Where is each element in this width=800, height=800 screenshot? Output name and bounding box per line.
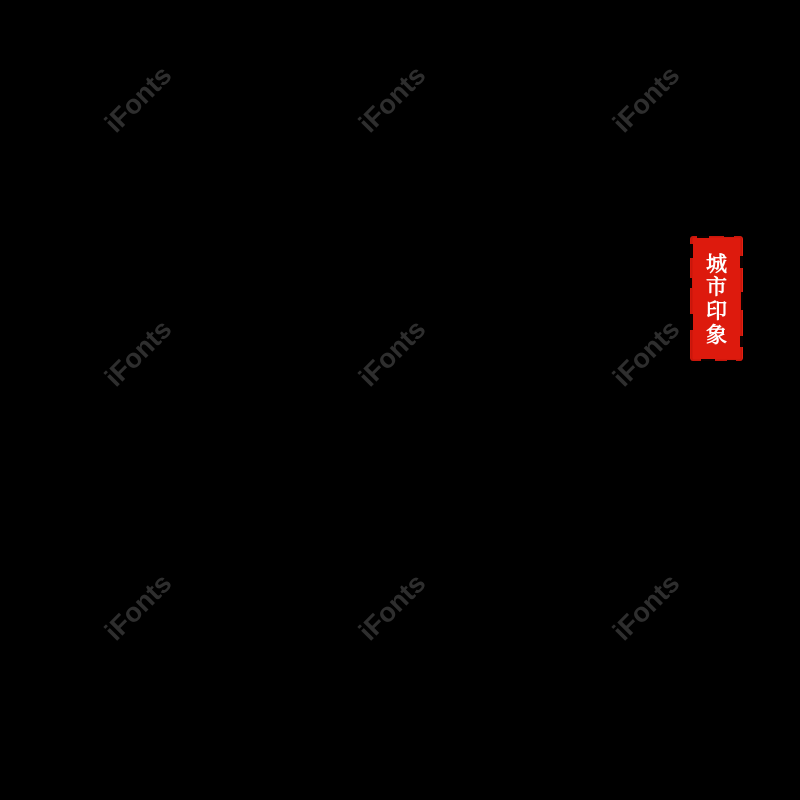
watermark-text: iFonts <box>98 567 178 647</box>
seal-stamp <box>691 236 742 361</box>
watermark-text: iFonts <box>352 313 432 393</box>
watermark-text: iFonts <box>606 567 686 647</box>
seal-character: 印 <box>706 298 727 323</box>
watermark-text: iFonts <box>98 313 178 393</box>
watermark-text: iFonts <box>98 59 178 139</box>
seal-characters <box>691 236 742 361</box>
watermark-text: iFonts <box>352 59 432 139</box>
seal-character: 市 <box>706 274 727 300</box>
watermark-text: iFonts <box>352 567 432 647</box>
seal-character: 象 <box>706 321 727 347</box>
watermark-text: iFonts <box>606 313 686 393</box>
seal-character: 城 <box>706 250 727 276</box>
watermark-text: iFonts <box>606 59 686 139</box>
